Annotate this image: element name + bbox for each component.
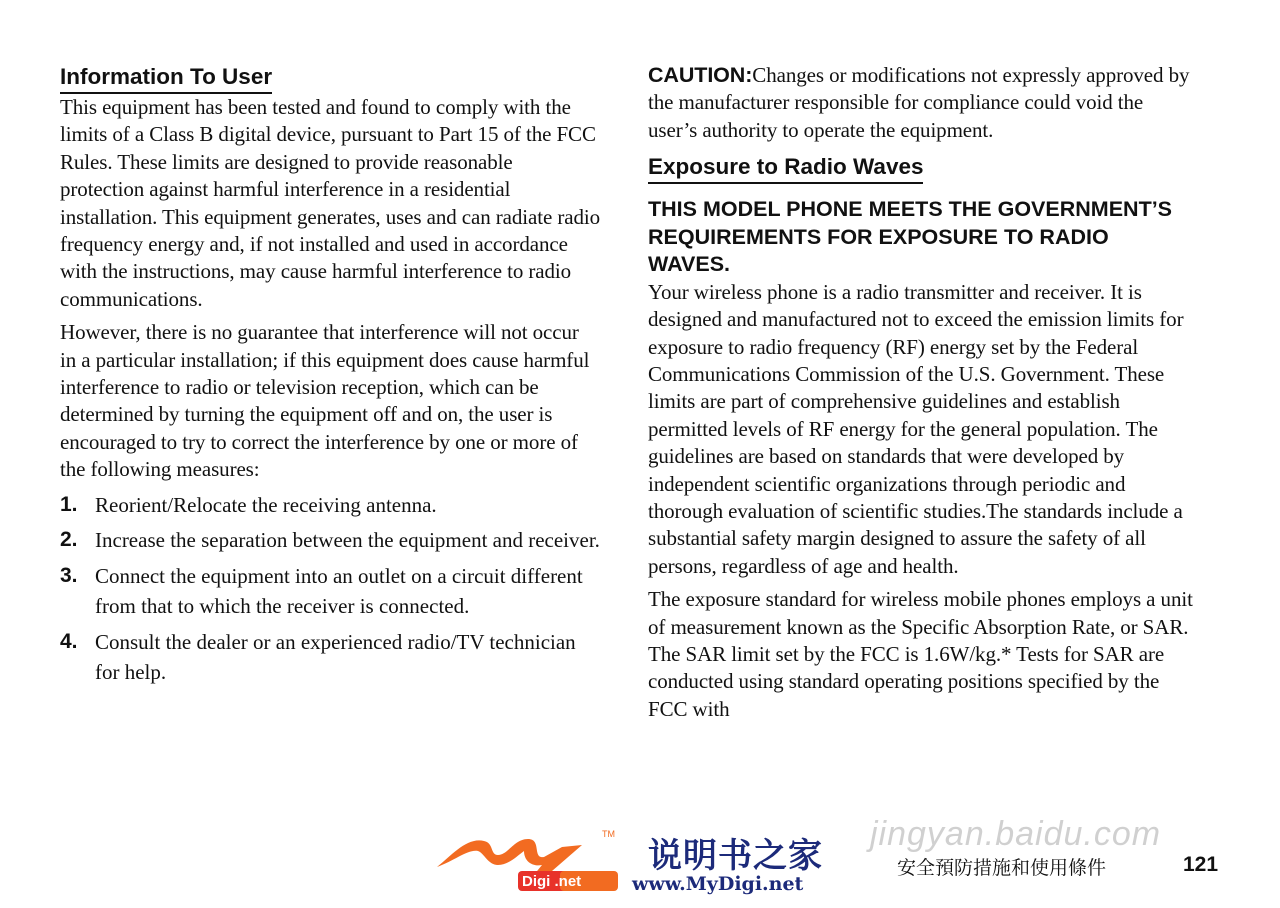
caution-text: Changes or modifications not expressly approved by the manufacturer responsible for compliance could void the user’s authority to operate the equipment. [648,63,1190,142]
list-item [60,490,600,521]
list-item [60,525,600,556]
page-number: 121 [1183,853,1219,876]
list-text: Reorient/Relocate the receiving antenna. [95,492,437,517]
left-column [60,62,600,693]
logo-chinese-title: 说明书之家 [648,836,823,876]
measures-list [60,490,600,688]
caution-paragraph [648,62,1193,144]
svg-text:TM: TM [602,829,615,839]
section-heading-information-to-user: Information To User [60,62,272,94]
exposure-heading-wrap [648,152,1193,184]
chapter-title: 安全預防措施和使用條件 [897,857,1107,879]
caution-label: CAUTION: [648,63,753,87]
list-text: Connect the equipment into an outlet on a circuit different from that to which the receiver is connected. [95,563,583,619]
list-item [60,627,600,688]
paragraph-no-guarantee: However, there is no guarantee that interference will not occur in a particular installation; if this equipment does cause harmful interference to radio or television reception, which can be determined by turning the equipment off and on, the user is encouraged to try to correct the interference by one or more of the following measures: [60,320,590,482]
mydigi-logo [432,825,842,903]
watermark: jingyan.baidu.com [870,815,1162,853]
paragraph-fcc-compliance: This equipment has been tested and found to comply with the limits of a Class B digital device, pursuant to Part 15 of the FCC Rules. These limits are designed to provide reasonable protection against harmful interference in a residential installation. This equipment generates, uses and can radiate radio frequency energy and, if not installed and used in accordance with the instructions, may cause harmful interference to radio communications. [60,95,601,311]
list-number: 3. [60,563,78,587]
my-swoosh-icon [432,825,632,903]
caps-heading: THIS MODEL PHONE MEETS THE GOVERNMENT’S REQUIREMENTS FOR EXPOSURE TO RADIO WAVES. [648,197,1173,277]
paragraph-sar: The exposure standard for wireless mobile phones employs a unit of measurement known as the Specific Absorption Rate, or SAR. The SAR limit set by the FCC is 1.6W/kg.* Tests for SAR are conducted using standard operating positions specified by the FCC with [648,587,1193,721]
list-number: 2. [60,528,78,552]
page-footer [0,815,1280,908]
list-text: Increase the separation between the equipment and receiver. [95,528,600,553]
list-item [60,561,600,622]
list-text: Consult the dealer or an experienced radio/TV technician for help. [95,629,576,685]
list-number: 1. [60,492,78,516]
right-column [648,62,1193,723]
logo-net-text: Digi .net [522,873,582,890]
section-heading-exposure-to-radio-waves: Exposure to Radio Waves [648,152,923,184]
paragraph-radio-transmitter: Your wireless phone is a radio transmitter and receiver. It is designed and manufactured not to exceed the emission limits for exposure to radio frequency (RF) energy set by the Federal Communications Commission of the U.S. Government. These limits are part of comprehensive guidelines and establish permitted levels of RF energy for the general population. The guidelines are based on standards that were developed by independent scientific organizations through periodic and thorough evaluation of scientific studies.The standards include a substantial safety margin designed to assure the safety of all persons, regardless of age and health. [648,279,1184,578]
list-number: 4. [60,629,78,653]
logo-url: www.MyDigi.net [632,873,804,895]
